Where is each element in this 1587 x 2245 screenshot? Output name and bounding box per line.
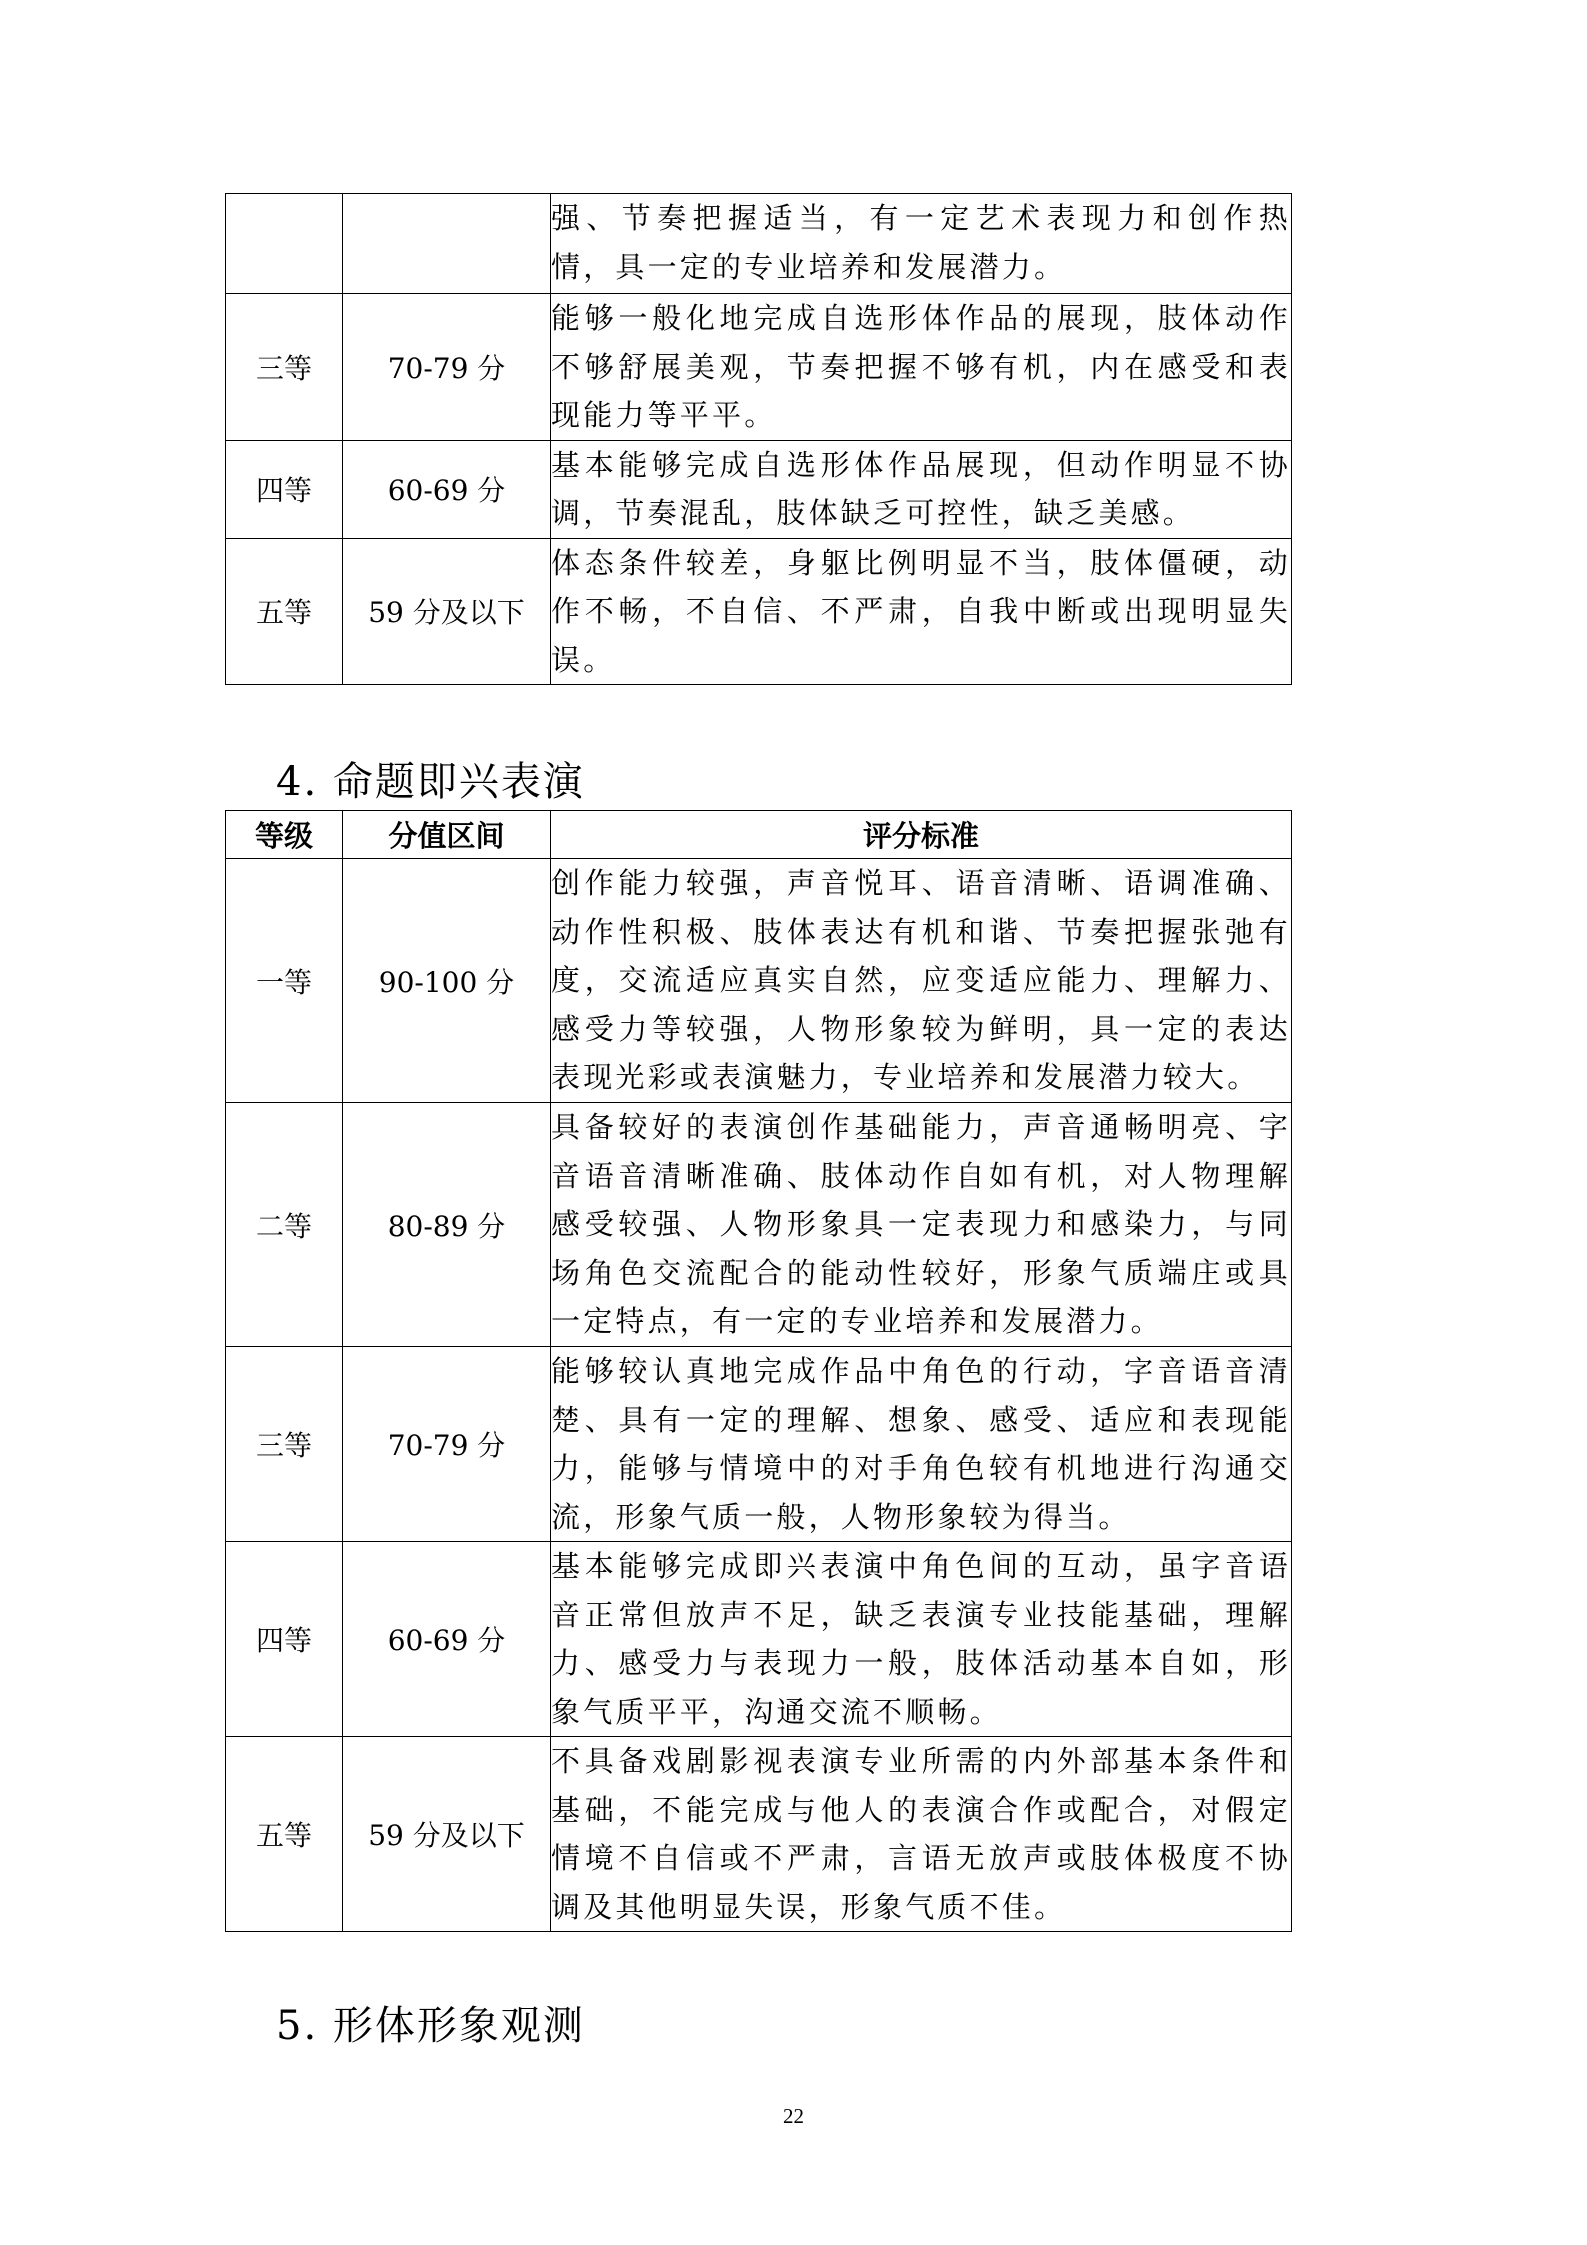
score-range: 80-89 分 xyxy=(343,1103,551,1347)
table-row xyxy=(226,294,1292,441)
grade-level: 三等 xyxy=(226,1347,343,1542)
table-row xyxy=(226,194,1292,294)
column-header-range: 分值区间 xyxy=(343,811,551,859)
grading-table-continued xyxy=(225,193,1292,685)
table-row xyxy=(226,538,1292,685)
grade-level: 一等 xyxy=(226,859,343,1103)
score-range: 70-79 分 xyxy=(343,294,551,441)
table-row xyxy=(226,1347,1292,1542)
score-range xyxy=(343,194,551,294)
grading-criteria: 能够较认真地完成作品中角色的行动，字音语音清楚、具有一定的理解、想象、感受、适应和表现能力，能够与情境中的对手角色较有机地进行沟通交流，形象气质一般，人物形象较为得当。 xyxy=(551,1347,1292,1542)
score-range: 59 分及以下 xyxy=(343,1737,551,1932)
grade-level: 四等 xyxy=(226,440,343,538)
score-range: 59 分及以下 xyxy=(343,538,551,685)
grading-criteria: 基本能够完成自选形体作品展现，但动作明显不协调，节奏混乱，肢体缺乏可控性，缺乏美感。 xyxy=(551,440,1292,538)
grading-criteria: 不具备戏剧影视表演专业所需的内外部基本条件和基础，不能完成与他人的表演合作或配合，对假定情境不自信或不严肃，言语无放声或肢体极度不协调及其他明显失误，形象气质不佳。 xyxy=(551,1737,1292,1932)
grade-level: 二等 xyxy=(226,1103,343,1347)
grading-criteria: 具备较好的表演创作基础能力，声音通畅明亮、字音语音清晰准确、肢体动作自如有机，对人物理解感受较强、人物形象具一定表现力和感染力，与同场角色交流配合的能动性较好，形象气质端庄或具一定特点，有一定的专业培养和发展潜力。 xyxy=(551,1103,1292,1347)
grading-criteria: 体态条件较差，身躯比例明显不当，肢体僵硬，动作不畅，不自信、不严肃，自我中断或出现明显失误。 xyxy=(551,538,1292,685)
grading-criteria: 强、节奏把握适当，有一定艺术表现力和创作热情，具一定的专业培养和发展潜力。 xyxy=(551,194,1292,294)
table-row xyxy=(226,440,1292,538)
table-row xyxy=(226,1542,1292,1737)
grading-criteria: 能够一般化地完成自选形体作品的展现，肢体动作不够舒展美观，节奏把握不够有机，内在感受和表现能力等平平。 xyxy=(551,294,1292,441)
section-heading-4: 4. 命题即兴表演 xyxy=(276,759,585,805)
table-row xyxy=(226,859,1292,1103)
table-row xyxy=(226,1103,1292,1347)
grade-level: 五等 xyxy=(226,1737,343,1932)
grading-criteria: 创作能力较强，声音悦耳、语音清晰、语调准确、动作性积极、肢体表达有机和谐、节奏把握张弛有度，交流适应真实自然，应变适应能力、理解力、感受力等较强，人物形象较为鲜明，具一定的表达表现光彩或表演魅力，专业培养和发展潜力较大。 xyxy=(551,859,1292,1103)
table-row xyxy=(226,1737,1292,1932)
grade-level: 五等 xyxy=(226,538,343,685)
column-header-level: 等级 xyxy=(226,811,343,859)
score-range: 90-100 分 xyxy=(343,859,551,1103)
page-number: 22 xyxy=(783,2104,804,2128)
grade-level xyxy=(226,194,343,294)
grade-level: 四等 xyxy=(226,1542,343,1737)
grade-level: 三等 xyxy=(226,294,343,441)
score-range: 60-69 分 xyxy=(343,1542,551,1737)
grading-table-improv xyxy=(225,810,1292,1932)
grading-criteria: 基本能够完成即兴表演中角色间的互动，虽字音语音正常但放声不足，缺乏表演专业技能基础，理解力、感受力与表现力一般，肢体活动基本自如，形象气质平平，沟通交流不顺畅。 xyxy=(551,1542,1292,1737)
column-header-criteria: 评分标准 xyxy=(551,811,1292,859)
table-header-row xyxy=(226,811,1292,859)
score-range: 60-69 分 xyxy=(343,440,551,538)
score-range: 70-79 分 xyxy=(343,1347,551,1542)
section-heading-5: 5. 形体形象观测 xyxy=(276,2003,585,2049)
